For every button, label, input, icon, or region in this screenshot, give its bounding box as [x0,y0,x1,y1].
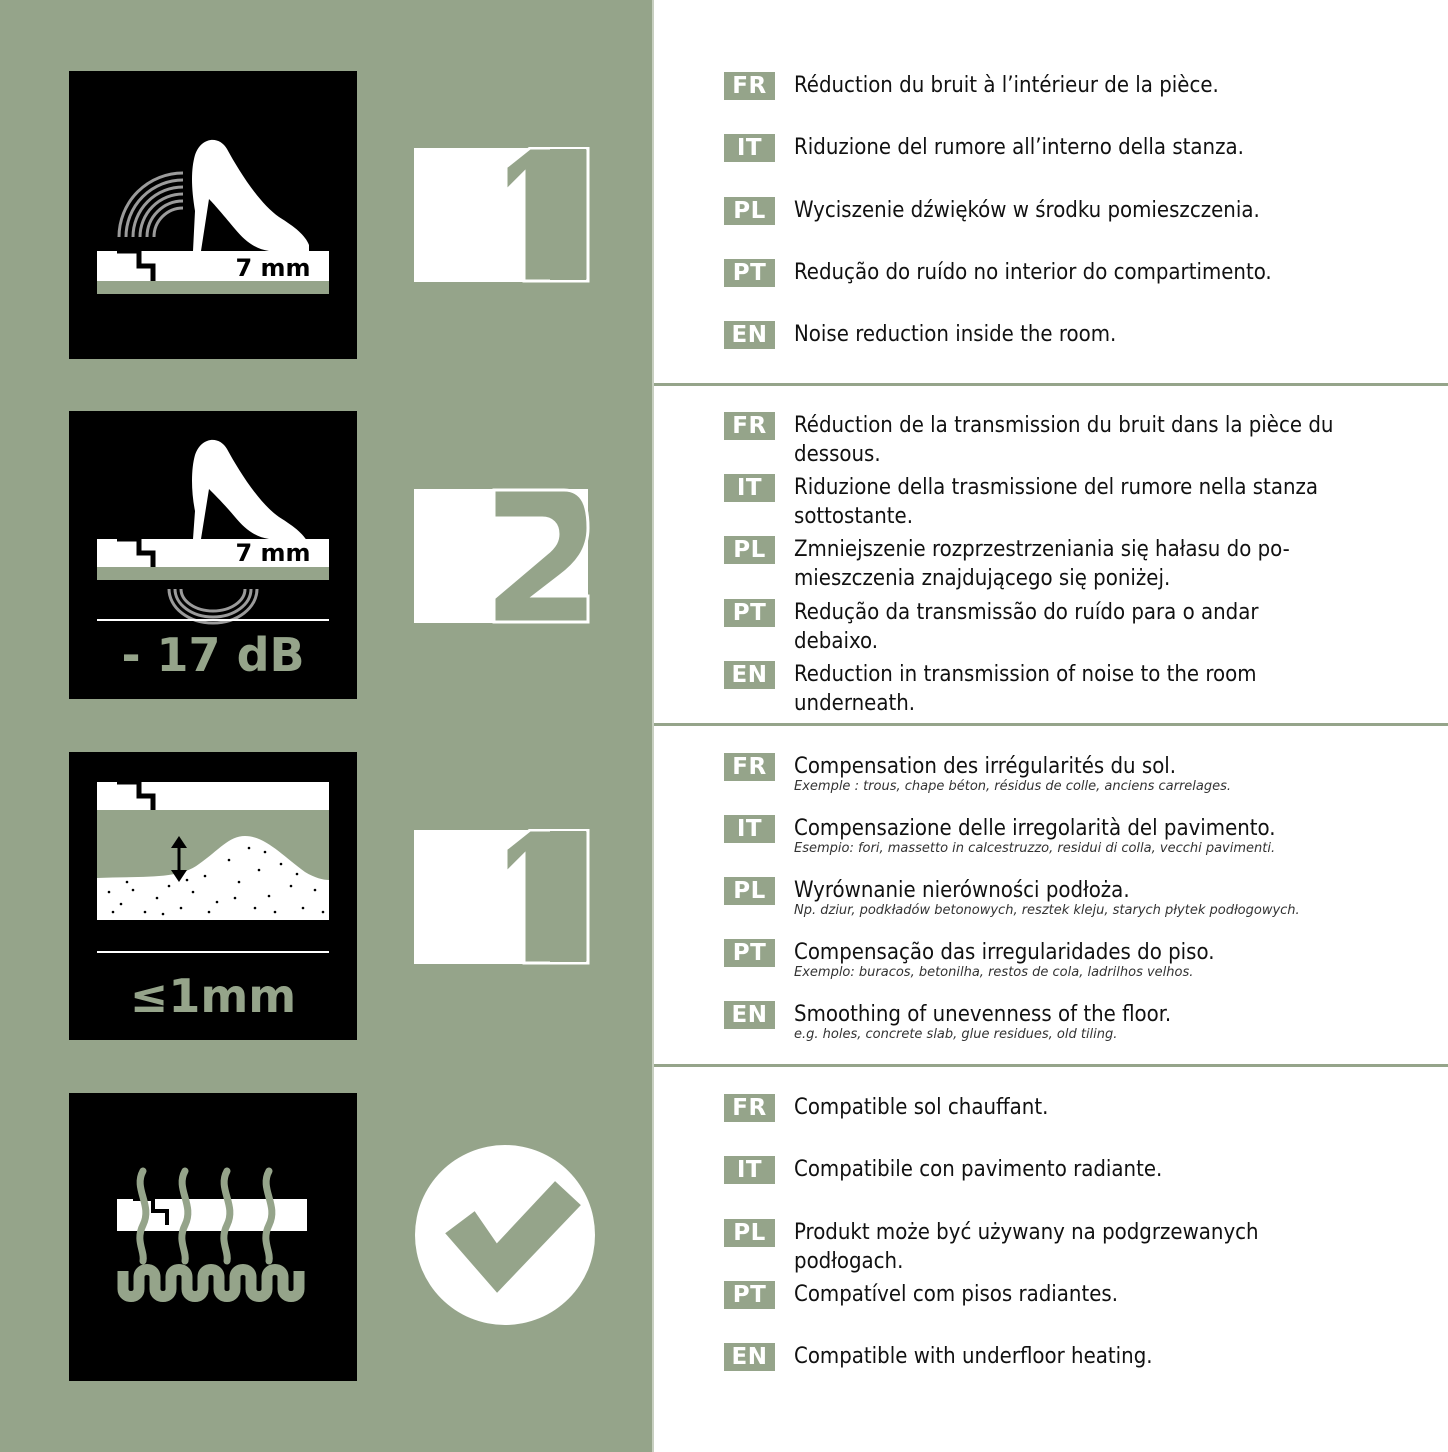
feature-text: Redução da transmissão do ruído para o andar debaixo. [794,600,1259,654]
language-badge-pl: PL [724,536,775,564]
feature-text: Redução do ruído no interior do compartimento. [794,260,1272,285]
language-badge-en: EN [724,1001,775,1029]
feature-text-block [794,752,1394,794]
language-badge-en: EN [724,1343,775,1371]
feature-text: Produkt może być używany na podgrzewanych podłogach. [794,1220,1259,1274]
feature-text: Noise reduction inside the room. [794,322,1117,347]
noise-reduction-value: - 17 dB [121,628,305,682]
language-badge-fr: FR [724,412,775,440]
feature-text: Compatible sol chauffant. [794,1095,1049,1120]
feature-text: Smoothing of unevenness of the floor. [794,1002,1172,1027]
language-badge-it: IT [724,474,775,502]
language-badge-fr: FR [724,1094,775,1122]
feature-text: Wyciszenie dźwięków w środku pomieszczenia. [794,198,1260,223]
feature-text: Wyrównanie nierówności podłoża. [794,878,1130,903]
feature-text: Compensação das irregularidades do piso. [794,940,1215,965]
feature-example-note: e.g. holes, concrete slab, glue residues, old tiling. [794,1027,1118,1042]
feature-text-block [794,1000,1394,1042]
grade-1-badge [414,147,590,283]
underfloor-heating-icon [69,1093,357,1381]
high-heel-impact-noise-icon [69,71,357,359]
language-badge-fr: FR [724,753,775,781]
section-divider [654,723,1448,726]
icon-thickness-label: 7 mm [235,254,311,282]
checkmark-icon [415,1145,595,1325]
feature-text: Compatível com pisos radiantes. [794,1282,1119,1307]
feature-example-note: Exemplo: buracos, betonilha, restos de cola, ladrilhos velhos. [794,965,1194,980]
language-badge-pt: PT [724,939,775,967]
feature-text: Zmniejszenie rozprzestrzeniania się hałasu do po-mieszczenia znajdującego się poniżej. [794,537,1290,591]
language-badge-it: IT [724,1156,775,1184]
grade-2-badge [414,488,590,624]
feature-text-block [794,876,1394,918]
grade-1-badge [414,829,590,965]
feature-text: Réduction du bruit à l’intérieur de la pièce. [794,73,1219,98]
high-heel-transmitted-noise-icon [69,411,357,699]
feature-text: Riduzione del rumore all’interno della stanza. [794,135,1244,160]
language-badge-en: EN [724,661,775,689]
tolerance-value: ≤1mm [129,969,297,1023]
icon-thickness-label: 7 mm [235,539,311,567]
section-divider [654,1064,1448,1067]
feature-text: Réduction de la transmission du bruit dans la pièce du dessous. [794,413,1334,467]
feature-example-note: Exemple : trous, chape béton, résidus de colle, anciens carrelages. [794,779,1232,794]
feature-text: Compensazione delle irregolarità del pavimento. [794,816,1276,841]
uneven-floor-icon [69,752,357,1040]
feature-text: Compatible with underfloor heating. [794,1344,1153,1369]
language-badge-en: EN [724,321,775,349]
feature-text-block [794,938,1394,980]
language-badge-fr: FR [724,72,775,100]
feature-text: Compatibile con pavimento radiante. [794,1157,1163,1182]
feature-text: Compensation des irrégularités du sol. [794,754,1177,779]
language-badge-pt: PT [724,259,775,287]
language-badge-pt: PT [724,1281,775,1309]
language-badge-it: IT [724,815,775,843]
language-badge-pl: PL [724,1219,775,1247]
section-divider [654,383,1448,386]
feature-example-note: Np. dziur, podkładów betonowych, resztek kleju, starych płytek podłogowych. [794,903,1300,918]
feature-text: Reduction in transmission of noise to the room underneath. [794,662,1257,716]
feature-text-block [794,814,1394,856]
language-badge-it: IT [724,134,775,162]
language-badge-pt: PT [724,599,775,627]
language-badge-pl: PL [724,877,775,905]
language-badge-pl: PL [724,197,775,225]
feature-example-note: Esempio: fori, massetto in calcestruzzo, residui di colla, vecchi pavimenti. [794,841,1276,856]
feature-text: Riduzione della trasmissione del rumore nella stanza sottostante. [794,475,1319,529]
